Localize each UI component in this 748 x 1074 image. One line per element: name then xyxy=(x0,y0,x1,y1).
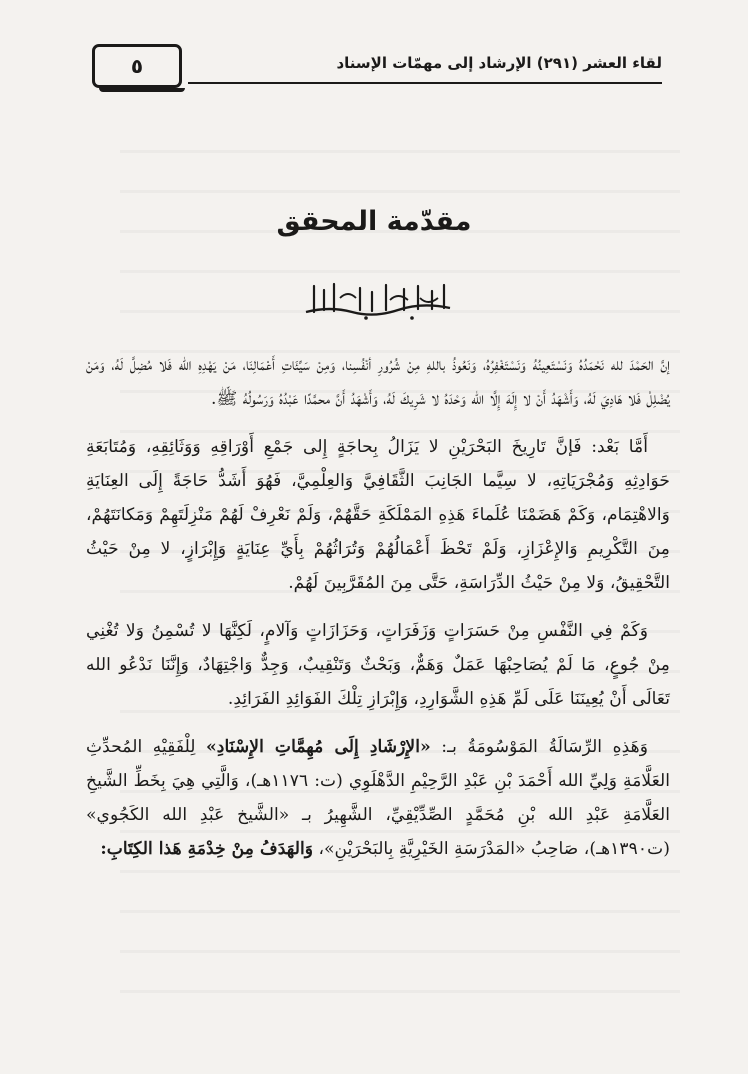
basmala-calligraphy xyxy=(300,276,460,324)
page-number: ٥ xyxy=(130,54,144,78)
body-text xyxy=(86,348,670,880)
book-intro-text: وَهَذِهِ الرِّسَالَةُ المَوْسُومَةُ بـ: xyxy=(430,737,649,757)
paragraph-book-description xyxy=(86,730,670,866)
book-details-text: لِلْفَقِيْهِ المُحدِّثِ العَلَّامَةِ وَلِيِّ الله أَحْمَدَ بْنِ عَبْدِ الرَّحِيْمِ الدَّهْلَوِي (ت: ١١٧٦هـ)، وَالَّتِي هِيَ بِخَطِّ الشَّيخِ العَلَّامَةِ عَبْدِ الله بْنِ مُحَمَّدٍ الصِّدِّيْقِيِّ، الشَّهِيرُ بـ «الشَّيخ عَبْدِ الله الكَجُوي» (ت١٣٩٠هـ)، صَاحِبُ «المَدْرَسَةِ الخَيْرِيَّةِ بِالبَحْرَيْنِ»، xyxy=(86,737,670,859)
paragraph-bahrain-history: أَمَّا بَعْد: فَإنَّ تَارِيخَ البَحْرَيْنِ لا يَزَالُ بِحاجَةٍ إِلى جَمْعِ أَوْرَاقِهِ وَوَثَائِقِهِ، وَمُتَابَعَةِ حَوَادِثِهِ وَمُجْرَيَاتِهِ، لا سِيَّما الجَانِبَ الثَّقَافِيَّ وَالعِلْمِيَّ، فَهُوَ أَشَدُّ حَاجَةً إِلَى العِنَايَةِ وَالاهْتِمَام، وَكَمْ هَضَمْنَا عُلَماءَ هَذِهِ المَمْلَكَةِ حَقَّهُمْ، وَلَمْ نَعْرِفْ لَهُمْ مَنْزِلَتَهِمْ وَمَكانَتَهُمْ، مِنَ التَّكْرِيمِ وَالإِعْزَازِ، وَلَمْ تَحْظَ أَعْمَالُهُمْ وَتُرَاثُهُمْ بِأَيِّ عِنَايَةٍ وَإِبْرَازٍ، لا مِنْ حَيْثُ التَّحْقِيقُ، وَلا مِنْ حَيْثُ الدِّرَاسَةِ، حَتَّى مِنَ المُقَرَّبِينَ لَهُمْ. xyxy=(86,437,670,593)
paragraph-opening-praise: إنَّ الحَمْدَ لله نَحْمَدُهُ وَنَسْتَعِينُهُ وَنَسْتَغْفِرُهُ، وَنَعُوذُ باللهِ مِنْ شُرُورِ أنْفُسِنا، وَمِنْ سَيِّئَاتِ أَعْمَالِنَا، مَنْ يَهْدِهِ الله فَلا مُضِلَّ لَهُ، وَمَنْ يُضْلِلْ فَلا هَادِيَ لَهُ، وَأَشْهَدُ أَنْ لا إِلَهَ إِلَّا الله وَحْدَهُ لا شَرِيكَ لَهُ، وَأَشْهَدُ أَنَّ محمَّدًا عَبْدُهُ وَرَسُولُهُ ﷺ. xyxy=(86,355,670,409)
header-rule xyxy=(188,82,662,84)
running-title: لقاء العشر (٢٩١) الإرشاد إلى مهمّات الإسناد xyxy=(336,54,662,72)
paragraph-sighs: وَكَمْ فِي النَّفْسِ مِنْ حَسَرَاتٍ وَزَفَرَاتٍ، وَحَزَازَاتٍ وَآلامٍ، لَكِنَّهَا لا تُسْمِنُ وَلا تُغْنِي مِنْ جُوعٍ، مَا لَمْ يُصَاحِبْهَا عَمَلٌ وَهَمٌّ، وَبَحْثٌ وَتَنْقِيبٌ، وَجِدٌّ وَاجْتِهَادٌ، وَإِنَّنَا نَدْعُو الله تَعَالَى أَنْ يُعِينَنَا عَلَى لَمِّ هَذِهِ الشَّوَارِدِ، وَإِبْرَازِ تِلْكَ الفَوَائِدِ الفَرَائِدِ. xyxy=(86,621,671,709)
page-title: مقدّمة المحقق xyxy=(276,206,472,237)
basmala-calligraphy-icon xyxy=(300,276,460,324)
page-number-box xyxy=(92,44,182,88)
book-title: «الإِرْشَادِ إِلَى مُهِمَّاتِ الإِسْنَادِ» xyxy=(206,737,431,757)
book-goal-text: وَالهَدَفُ مِنْ خِدْمَةِ هَذا الكِتَابِ: xyxy=(100,839,314,859)
page-header xyxy=(92,40,662,90)
